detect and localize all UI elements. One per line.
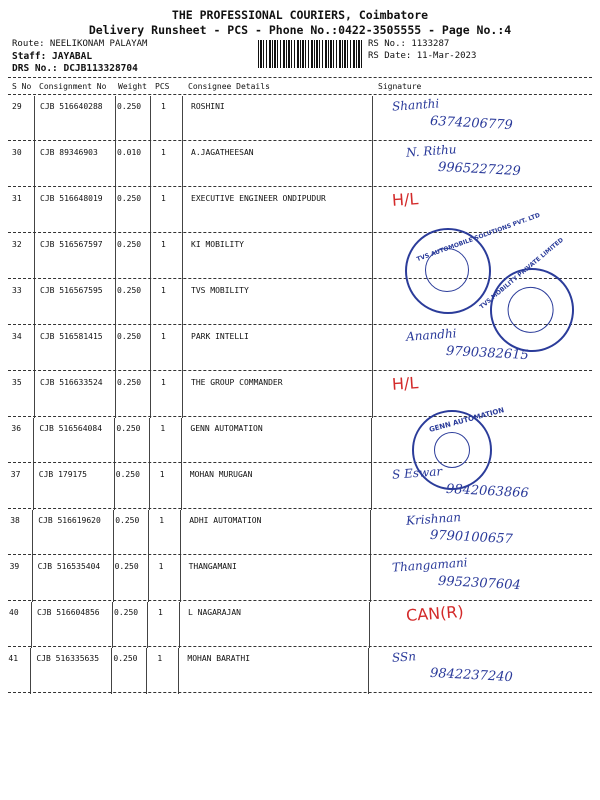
cell-details: ROSHINI [191, 102, 225, 111]
cell-sno: 34 [12, 332, 22, 341]
cell-details: THE GROUP COMMANDER [191, 378, 283, 387]
cell-pcs: 1 [158, 608, 163, 617]
signature-text: Thangamani [391, 555, 468, 575]
signature-text: 9790100657 [429, 527, 514, 548]
column-divider [114, 418, 115, 464]
cell-weight: 0.250 [117, 332, 142, 341]
cell-details: TVS MOBILITY [191, 286, 249, 295]
cell-sno: 41 [8, 654, 19, 663]
table-row [0, 648, 600, 694]
rs-date: RS Date: 11-Mar-2023 [368, 51, 477, 61]
column-divider [182, 372, 183, 418]
column-divider [372, 372, 373, 418]
runsheet-subtitle: Delivery Runsheet - PCS - Phone No.:0422-3505555 - Page No.:4 [88, 23, 512, 37]
signature-text: 6374206779 [429, 113, 514, 134]
cell-pcs: 1 [161, 240, 166, 249]
cell-pcs: 1 [161, 378, 166, 387]
stamp-text: TVS AUTOMOBILE SOLUTIONS PVT. LTD [415, 211, 542, 264]
cell-pcs: 1 [161, 194, 166, 203]
cell-sno: 33 [12, 286, 22, 295]
column-divider [149, 464, 150, 510]
row-separator [8, 186, 592, 187]
cell-consignment: CJB 516581415 [40, 332, 103, 341]
column-divider [113, 510, 114, 556]
column-divider [181, 464, 182, 510]
cell-sno: 39 [9, 562, 20, 571]
cell-details: THANGAMANI [188, 562, 237, 571]
column-divider [148, 510, 149, 556]
table-row [0, 418, 600, 464]
row-separator [8, 692, 592, 693]
column-divider [33, 418, 34, 464]
column-divider [149, 418, 150, 464]
cell-sno: 32 [12, 240, 22, 249]
signature-text: 9952307604 [437, 573, 522, 594]
col-consignment: Consignment No [39, 82, 107, 91]
col-weight: Weight [118, 82, 147, 91]
col-sno: S No [12, 82, 32, 91]
cell-pcs: 1 [159, 516, 165, 525]
column-divider [180, 556, 181, 602]
column-divider [32, 510, 33, 556]
signature-text: 9965227229 [437, 159, 522, 180]
cell-pcs: 1 [161, 332, 166, 341]
column-divider [179, 602, 180, 648]
column-divider [34, 188, 35, 234]
column-divider [182, 326, 183, 372]
cell-details: A.JAGATHEESAN [191, 148, 254, 157]
column-divider [148, 556, 149, 602]
table-row [0, 142, 600, 188]
cell-details: KI MOBILITY [191, 240, 244, 249]
column-divider [372, 326, 373, 372]
column-divider [150, 234, 151, 280]
cell-weight: 0.250 [117, 240, 142, 249]
row-separator [8, 646, 592, 647]
column-divider [113, 556, 114, 602]
staff-label: Staff: JAYABAL [12, 51, 93, 62]
column-divider [34, 372, 35, 418]
cell-weight: 0.250 [116, 424, 141, 433]
cell-consignment: CJB 516535404 [37, 562, 101, 571]
stamp-text: TVS MOBILITY PRIVATE LIMITED [478, 236, 565, 311]
cell-sno: 35 [12, 378, 22, 387]
cell-details: EXECUTIVE ENGINEER ONDIPUDUR [191, 194, 326, 203]
row-separator [8, 140, 592, 141]
column-divider [115, 280, 116, 326]
cell-sno: 31 [12, 194, 22, 203]
column-divider [372, 280, 373, 326]
cell-pcs: 1 [161, 102, 166, 111]
cell-sno: 30 [12, 148, 22, 157]
signature-text: N. Rithu [405, 142, 457, 160]
column-divider [370, 510, 371, 556]
column-divider [114, 464, 115, 510]
column-divider [372, 142, 373, 188]
column-divider [150, 326, 151, 372]
signature-text: Shanthi [391, 96, 440, 114]
cell-pcs: 1 [157, 654, 163, 663]
column-divider [146, 648, 147, 694]
column-divider [112, 602, 113, 648]
cell-pcs: 1 [158, 562, 164, 571]
column-divider [31, 602, 32, 648]
header-top-rule [8, 77, 592, 78]
column-divider [34, 326, 35, 372]
cell-pcs: 1 [161, 148, 166, 157]
table-row [0, 372, 600, 418]
row-separator [8, 554, 592, 555]
column-divider [115, 188, 116, 234]
cell-weight: 0.250 [115, 470, 140, 479]
column-divider [34, 142, 35, 188]
column-divider [32, 556, 33, 602]
column-divider [33, 464, 34, 510]
column-divider [372, 234, 373, 280]
column-divider [147, 602, 148, 648]
cell-weight: 0.250 [114, 608, 139, 617]
column-divider [371, 418, 372, 464]
column-divider [150, 142, 151, 188]
cell-consignment: CJB 516619620 [38, 516, 101, 525]
route-label: Route: NEELIKONAM PALAYAM [12, 39, 148, 49]
header-bottom-rule [8, 94, 592, 95]
cell-pcs: 1 [160, 424, 166, 433]
column-divider [34, 280, 35, 326]
column-divider [150, 96, 151, 142]
column-divider [182, 234, 183, 280]
signature-text: Krishnan [405, 510, 462, 528]
rs-number: RS No.: 1133287 [368, 39, 450, 49]
cell-weight: 0.250 [115, 516, 140, 525]
column-divider [372, 188, 373, 234]
cell-consignment: CJB 516335635 [36, 654, 100, 663]
column-divider [115, 372, 116, 418]
cell-weight: 0.250 [113, 654, 138, 663]
company-title: THE PROFESSIONAL COURIERS, Coimbatore [171, 8, 429, 22]
cell-details: MOHAN MURUGAN [189, 470, 253, 479]
column-divider [369, 602, 370, 648]
cell-details: PARK INTELLI [191, 332, 249, 341]
cell-consignment: CJB 516640288 [40, 102, 103, 111]
signature-text: H/L [391, 373, 419, 394]
column-divider [371, 464, 372, 510]
column-divider [370, 556, 371, 602]
row-separator [8, 370, 592, 371]
cell-consignment: CJB 516564084 [39, 424, 103, 433]
col-details: Consignee Details [188, 82, 270, 91]
signature-text: SSn [391, 649, 417, 665]
row-separator [8, 416, 592, 417]
row-separator [8, 508, 592, 509]
cell-weight: 0.250 [117, 102, 142, 111]
cell-sno: 38 [10, 516, 20, 525]
cell-consignment: CJB 516648019 [40, 194, 103, 203]
signature-text: Anandhi [405, 326, 457, 344]
column-divider [150, 372, 151, 418]
column-divider [182, 142, 183, 188]
column-divider [111, 648, 112, 694]
cell-consignment: CJB 516567595 [40, 286, 103, 295]
table-row [0, 464, 600, 510]
cell-consignment: CJB 89346903 [40, 148, 98, 157]
column-divider [115, 326, 116, 372]
row-separator [8, 462, 592, 463]
cell-weight: 0.250 [114, 562, 139, 571]
barcode [258, 40, 364, 68]
column-divider [150, 188, 151, 234]
cell-weight: 0.010 [117, 148, 142, 157]
column-divider [34, 234, 35, 280]
column-divider [182, 96, 183, 142]
cell-consignment: CJB 516633524 [40, 378, 103, 387]
cell-sno: 36 [11, 424, 22, 433]
column-divider [178, 648, 179, 694]
table-row [0, 96, 600, 142]
cell-weight: 0.250 [117, 286, 142, 295]
cell-consignment: CJB 179175 [38, 470, 87, 479]
signature-text: 9842063866 [445, 481, 530, 502]
column-divider [182, 188, 183, 234]
cell-consignment: CJB 516604856 [37, 608, 100, 617]
cell-sno: 37 [10, 470, 21, 479]
signature-text: H/L [391, 189, 419, 210]
column-divider [115, 234, 116, 280]
table-row [0, 602, 600, 648]
column-divider [30, 648, 31, 694]
cell-details: MOHAN BARATHI [187, 654, 251, 663]
signature-text: CAN(R) [405, 602, 465, 625]
column-divider [34, 96, 35, 142]
signature-text: S Eswar [391, 464, 443, 482]
col-signature: Signature [378, 82, 422, 91]
drs-number: DRS No.: DCJB113328704 [12, 63, 138, 74]
row-separator [8, 232, 592, 233]
column-divider [115, 96, 116, 142]
row-separator [8, 600, 592, 601]
col-pcs: PCS [155, 82, 170, 91]
cell-sno: 29 [12, 102, 22, 111]
cell-pcs: 1 [159, 470, 165, 479]
genn-automation-stamp [412, 406, 506, 490]
column-divider [180, 510, 181, 556]
column-divider [115, 142, 116, 188]
signature-text: 9842237240 [429, 665, 514, 686]
cell-weight: 0.250 [117, 378, 142, 387]
column-divider [368, 648, 369, 694]
cell-details: L NAGARAJAN [188, 608, 241, 617]
stamp-text: GENN AUTOMATION [428, 406, 506, 434]
table-row [0, 510, 600, 556]
column-divider [182, 280, 183, 326]
cell-consignment: CJB 516567597 [40, 240, 103, 249]
column-divider [150, 280, 151, 326]
cell-details: GENN AUTOMATION [190, 424, 263, 433]
table-row [0, 556, 600, 602]
cell-pcs: 1 [161, 286, 166, 295]
cell-sno: 40 [9, 608, 19, 617]
cell-details: ADHI AUTOMATION [189, 516, 262, 525]
cell-weight: 0.250 [117, 194, 142, 203]
signature-text: 9790382615 [445, 343, 530, 364]
column-divider [181, 418, 182, 464]
column-divider [372, 96, 373, 142]
